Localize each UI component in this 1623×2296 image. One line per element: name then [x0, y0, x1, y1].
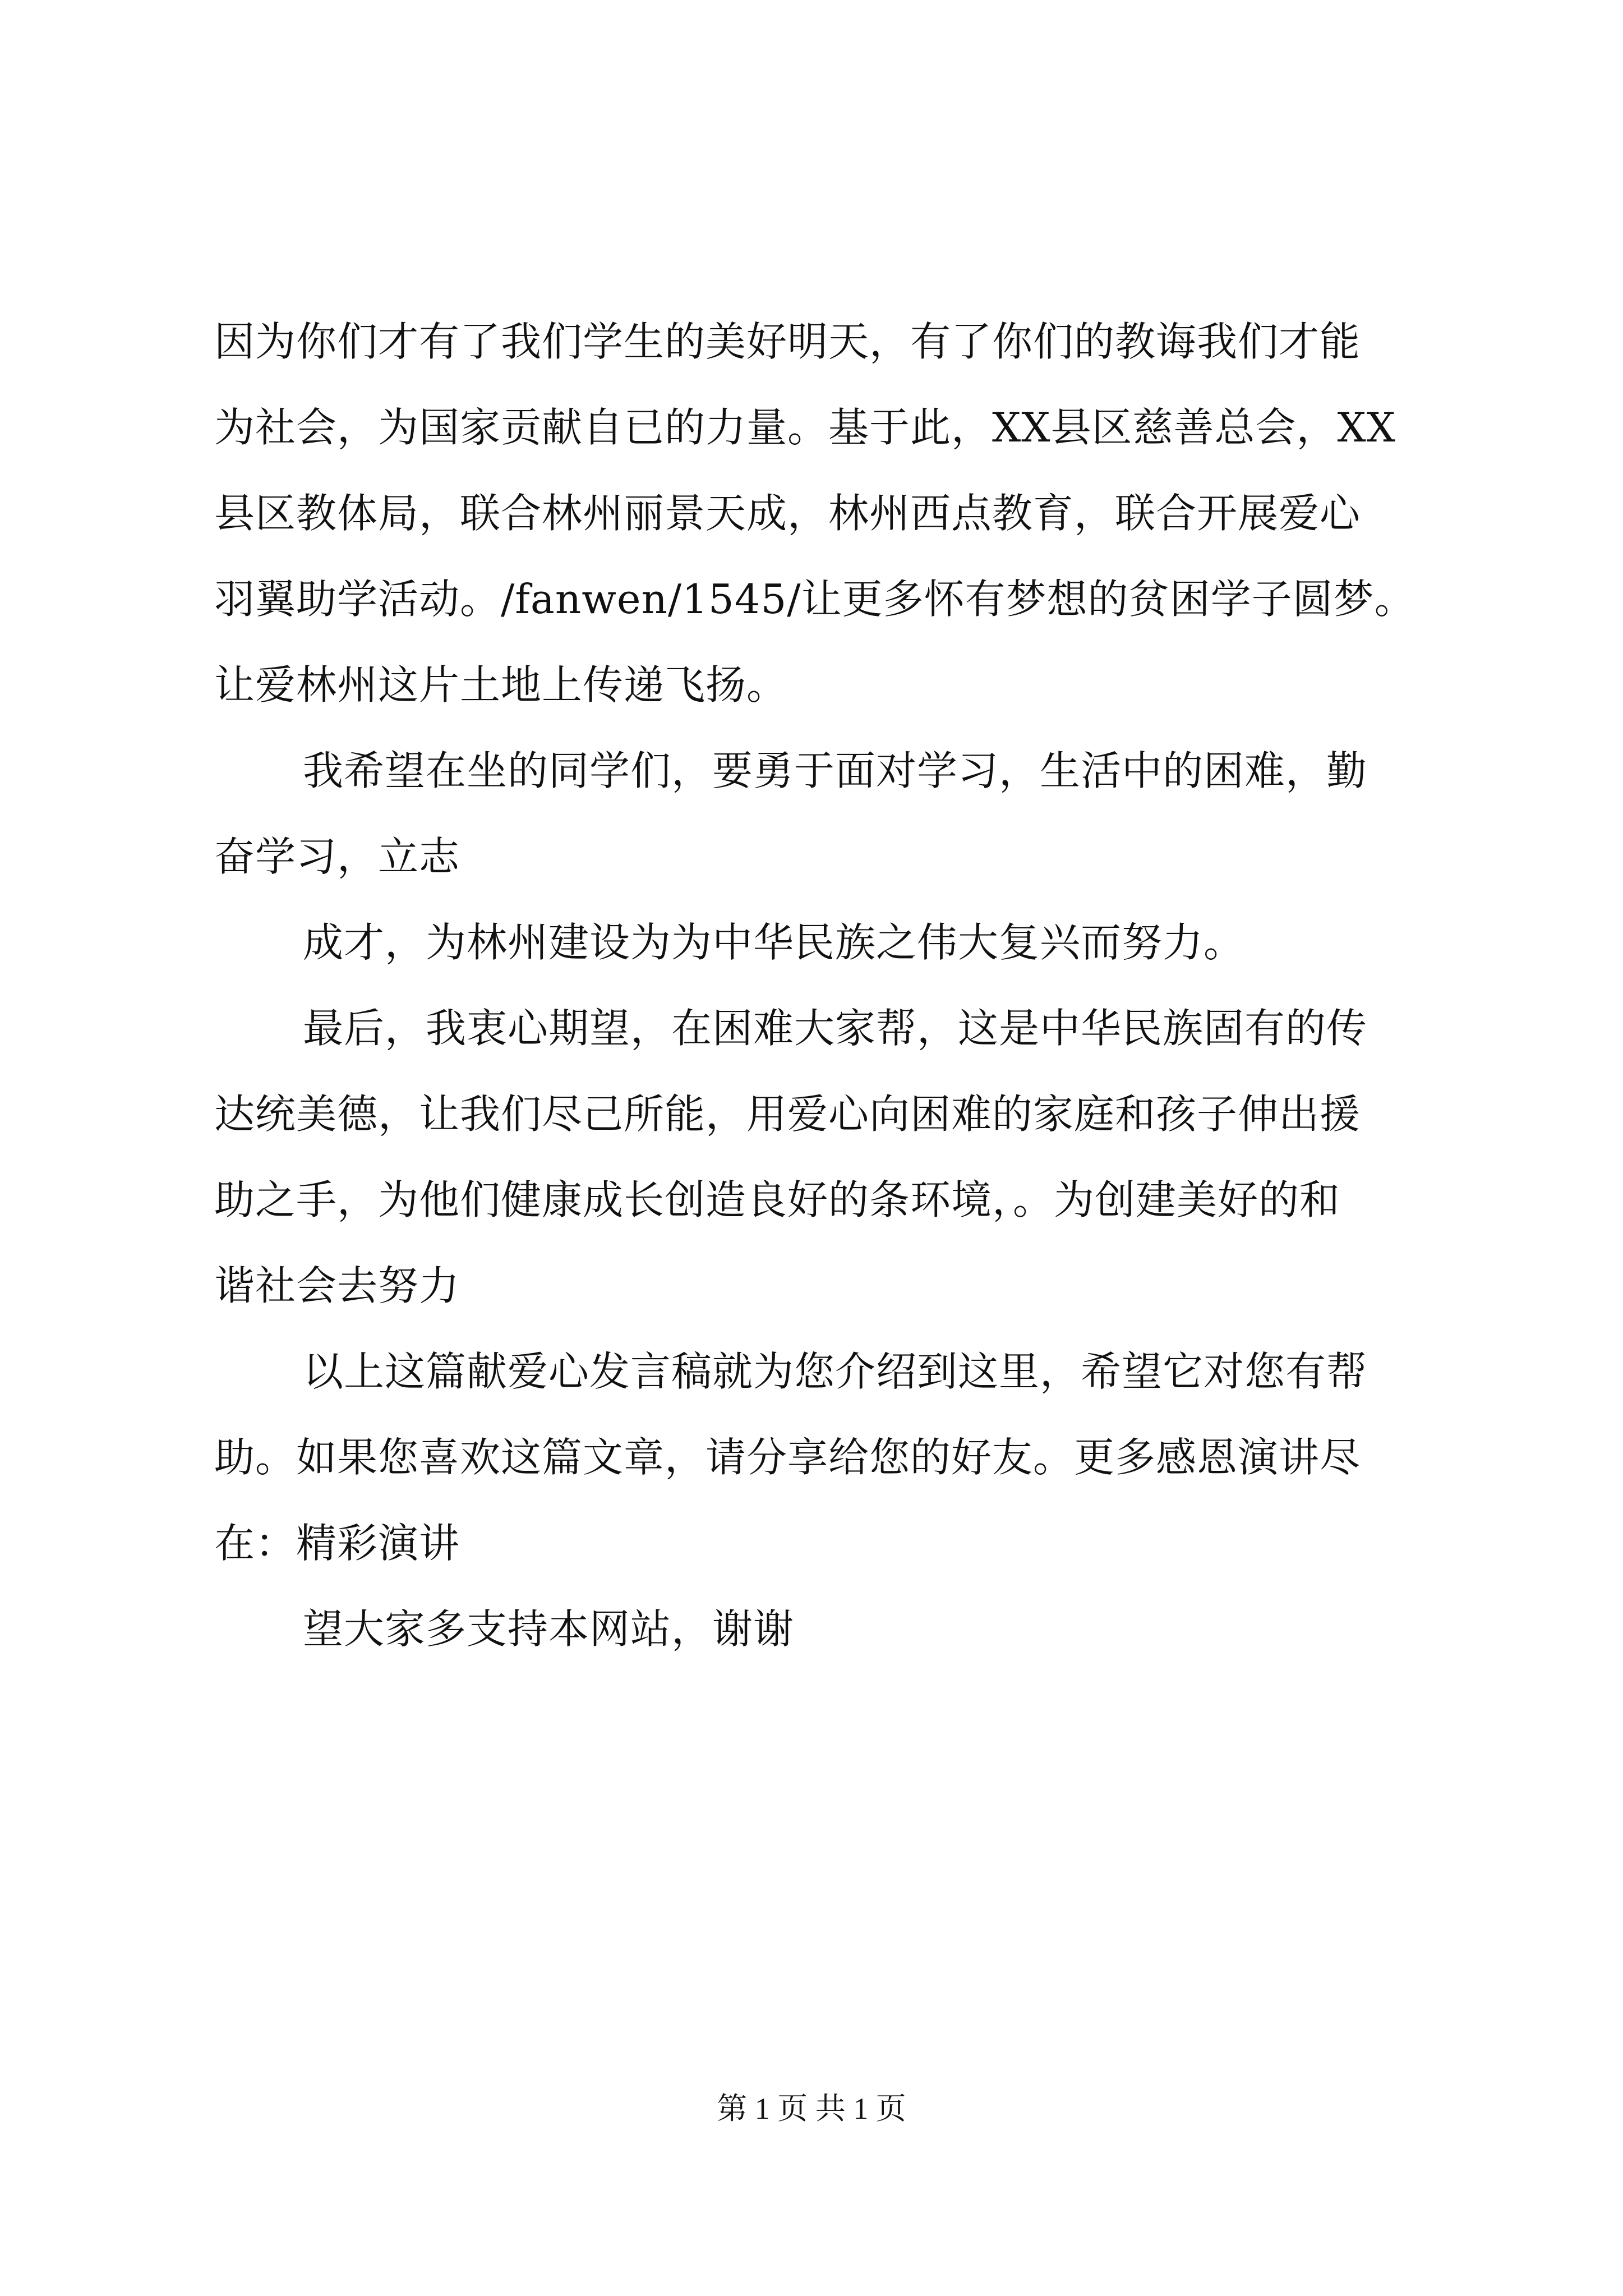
text-line: 羽翼助学活动。/fanwen/1545/让更多怀有梦想的贫困学子圆梦。: [214, 576, 1415, 623]
text-line: 助之手，为他们健康成长创造良好的条环境，。为创建美好的和: [214, 1176, 1341, 1223]
text-line: 以上这篇献爱心发言稿就为您介绍到这里，希望它对您有帮: [303, 1348, 1368, 1395]
text-line: 达统美德，让我们尽己所能，用爱心向困难的家庭和孩子伸出援: [214, 1091, 1361, 1138]
page-number-footer: 第 1 页 共 1 页: [717, 2092, 906, 2125]
text-line: 在：精彩演讲: [214, 1520, 460, 1567]
text-line: 最后，我衷心期望，在困难大家帮，这是中华民族固有的传: [303, 1005, 1368, 1052]
text-line: 让爱林州这片土地上传递飞扬。: [214, 661, 788, 708]
text-line: 助。如果您喜欢这篇文章，请分享给您的好友。更多感恩演讲尽: [214, 1434, 1361, 1481]
text-line: 县区教体局，联合林州丽景天成，林州西点教育，联合开展爱心: [214, 490, 1361, 537]
text-line: 成才，为林州建设为为中华民族之伟大复兴而努力。: [303, 919, 1245, 966]
text-line: 我希望在坐的同学们，要勇于面对学习，生活中的困难，勤: [303, 747, 1368, 794]
text-line: 奋学习，立志: [214, 833, 460, 880]
text-line: 谐社会去努力: [214, 1262, 460, 1309]
text-line: 为社会，为国家贡献自已的力量。基于此，XX县区慈善总会，XX: [214, 404, 1396, 451]
text-line: 因为你们才有了我们学生的美好明天，有了你们的教诲我们才能: [214, 318, 1361, 365]
text-line: 望大家多支持本网站，谢谢: [303, 1605, 795, 1653]
